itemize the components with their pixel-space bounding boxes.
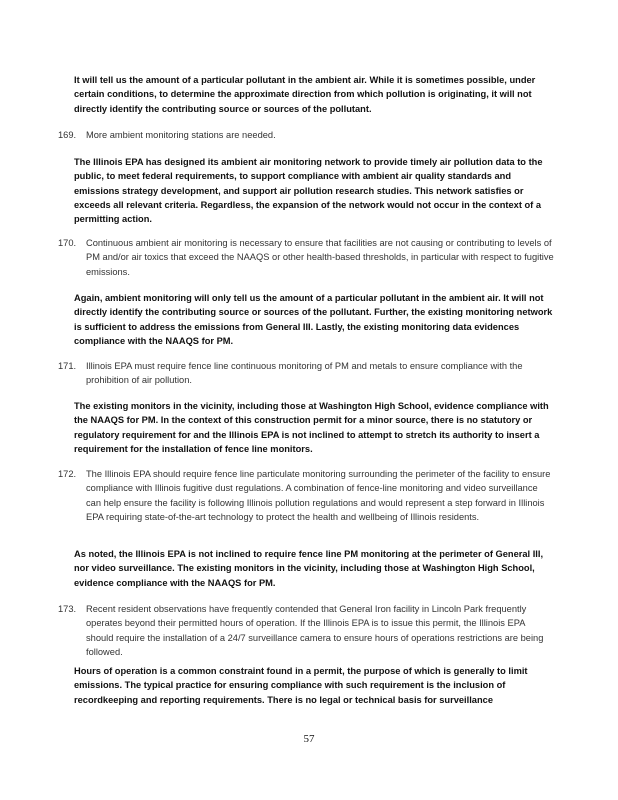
- response-171: The existing monitors in the vicinity, including those at Washington High School, evidence compliance with the NAAQS for PM. In the context of this construction permit for a minor source, there is no statutory or regulatory requirement for and the Illinois EPA is not inclined to attempt to stretch its authority to insert a requirement for the installation of fence line monitors.: [74, 401, 549, 454]
- comment-173: [58, 602, 554, 659]
- comment-number: 169.: [58, 130, 77, 140]
- page-number: 57: [303, 733, 315, 745]
- comment-text: Recent resident observations have frequently contended that General Iron facility in Lincoln Park frequently operates beyond their permitted hours of operation. If the Illinois EPA is to issue this permit, the Illinois EPA should require the installation of a 24/7 surveillance camera to ensure hours of operations restrictions are being followed.: [86, 604, 544, 657]
- intro-paragraph: It will tell us the amount of a particular pollutant in the ambient air. While it is sometimes possible, under certain conditions, to determine the approximate direction from which pollution is originating, it will not directly identify the contributing source or sources of the pollutant.: [74, 75, 536, 114]
- response-170: Again, ambient monitoring will only tell us the amount of a particular pollutant in the ambient air. It will not directly identify the contributing source or sources of the pollutant. Further, the existing monitoring network is sufficient to address the emissions from General III. Lastly, the existing monitoring data evidences compliance with the NAAQS for PM.: [74, 293, 553, 346]
- comment-text: Illinois EPA must require fence line continuous monitoring of PM and metals to ensure compliance with the prohibition of air pollution.: [86, 361, 523, 386]
- comment-number: 173.: [58, 604, 77, 614]
- comment-number: 170.: [58, 238, 77, 248]
- comment-170: [58, 236, 554, 279]
- comment-text: More ambient monitoring stations are needed.: [86, 130, 276, 140]
- response-169: The Illinois EPA has designed its ambient air monitoring network to provide timely air pollution data to the public, to meet federal requirements, to support compliance with ambient air quality standards and emissions strategy development, and support air pollution research studies. This network satisfies or exceeds all relevant criteria. Regardless, the expansion of the network would not occur in the context of a permitting action.: [74, 157, 543, 225]
- comment-number: 172.: [58, 469, 77, 479]
- comment-172: [58, 467, 554, 524]
- comment-number: 171.: [58, 361, 77, 371]
- comment-text: Continuous ambient air monitoring is necessary to ensure that facilities are not causing or contributing to levels of PM and/or air toxics that exceed the NAAQS or other health-based thresholds, in particular with respect to fugitive emissions.: [86, 238, 554, 277]
- comment-169: [58, 128, 554, 142]
- comment-text: The Illinois EPA should require fence line particulate monitoring surrounding the perimeter of the facility to ensure compliance with Illinois fugitive dust regulations. A combination of fence-line monitoring and video surveillance can help ensure the facility is following Illinois pollution regulations and would represent a step forward in Illinois EPA requiring state-of-the-art technology to protect the health and wellbeing of Illinois residents.: [86, 469, 551, 522]
- comment-171: [58, 359, 554, 388]
- response-172: As noted, the Illinois EPA is not inclined to require fence line PM monitoring at the perimeter of General III, nor video surveillance. The existing monitors in the vicinity, including those at Washington High School, evidence compliance with the NAAQS for PM.: [74, 549, 544, 588]
- response-173: Hours of operation is a common constraint found in a permit, the purpose of which is generally to limit emissions. The typical practice for ensuring compliance with such requirement is the inclusion of recordkeeping and reporting requirements. There is no legal or technical basis for surveillance: [74, 666, 528, 705]
